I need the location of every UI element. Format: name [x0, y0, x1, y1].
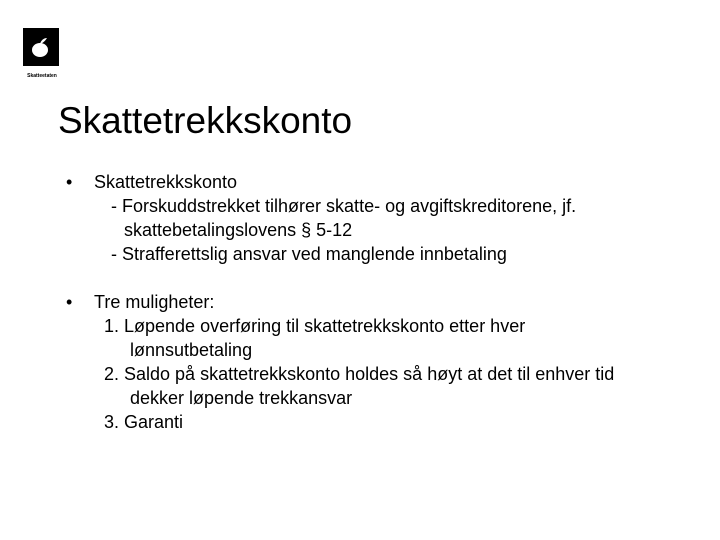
bullet-marker: •: [66, 292, 73, 312]
bullet-item: [0, 290, 720, 314]
slide-title: Skattetrekkskonto: [58, 100, 353, 141]
bullet-item: [0, 170, 720, 194]
sub-item-line: 2. Saldo på skattetrekkskonto holdes så høyt at det til enhver tid: [104, 364, 615, 384]
sub-item-line: skattebetalingslovens § 5-12: [124, 220, 353, 240]
logo-label: Skatteetaten: [27, 73, 57, 79]
bullet-marker: •: [66, 172, 73, 192]
spacer: [0, 266, 720, 290]
bullet-text: Tre muligheter:: [94, 292, 215, 312]
sub-item-line: - Forskuddstrekket tilhører skatte- og avgiftskreditorene, jf.: [111, 196, 577, 216]
bullet-text: Skattetrekkskonto: [94, 172, 238, 192]
logo: [22, 28, 60, 84]
sub-item-line: 1. Løpende overføring til skattetrekkskonto etter hver: [104, 316, 526, 336]
sub-item-line: lønnsutbetaling: [130, 340, 253, 360]
skatteetaten-apple-icon: [23, 28, 59, 66]
sub-item-line: 3. Garanti: [104, 412, 184, 432]
sub-item-line: dekker løpende trekkansvar: [130, 388, 353, 408]
sub-item-line: - Strafferettslig ansvar ved manglende innbetaling: [111, 244, 507, 264]
slide-content: [0, 170, 720, 434]
